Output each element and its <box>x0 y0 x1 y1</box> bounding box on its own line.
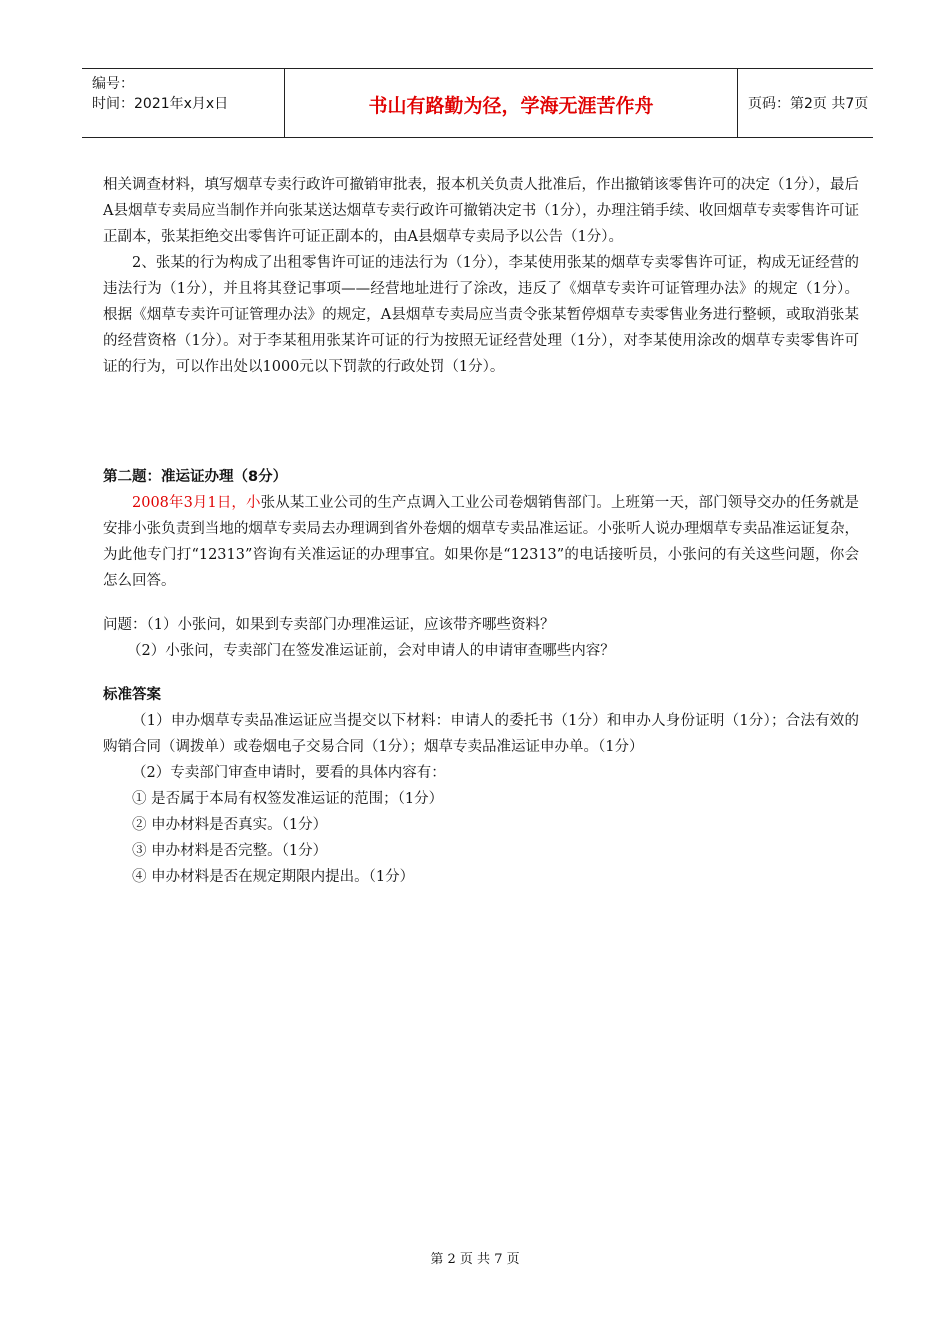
question2-date: 2008年3月1日，小 <box>132 495 261 511</box>
question2-body <box>103 490 859 594</box>
page-header <box>82 68 873 138</box>
paragraph-answer-2: 2、张某的行为构成了出租零售许可证的违法行为（1分），李某使用张某的烟草专卖零售许可证，构成无证经营的违法行为（1分），并且将其登记事项——经营地址进行了涂改，违反了《烟草专卖许可证管理办法》的规定（1分）。根据《烟草专卖许可证管理办法》的规定，A县烟草专卖局应当责令张某暂停烟草专卖零售业务进行整顿，或取消张某的经营资格（1分）。对于李某租用张某许可证的行为按照无证经营处理（1分），对李某使用涂改的烟草专卖零售许可证的行为，可以作出处以1000元以下罚款的行政处罚（1分）。 <box>103 255 859 375</box>
page-footer: 第 2 页 共 7 页 <box>430 1252 520 1267</box>
answer-title: 标准答案 <box>103 687 161 703</box>
answer-item-2: ② 申办材料是否真实。（1分） <box>132 817 328 833</box>
question2-q1: 问题：（1）小张问，如果到专卖部门办理准运证，应该带齐哪些资料？ <box>103 617 555 633</box>
paragraph-continued: 相关调查材料，填写烟草专卖行政许可撤销审批表，报本机关负责人批准后，作出撤销该零售许可的决定（1分），最后A县烟草专卖局应当制作并向张某送达烟草专卖行政许可撤销决定书（1分），办理注销手续、收回烟草专卖零售许可证正副本，张某拒绝交出零售许可证正副本的，由A县烟草专卖局予以公告（1分）。 <box>103 177 859 245</box>
header-motto-cell <box>285 69 738 137</box>
answer-item-1: ① 是否属于本局有权签发准运证的范围；（1分） <box>132 791 444 807</box>
page-info: 页码：第2页 共7页 <box>748 96 869 112</box>
serial-label: 编号： <box>92 76 134 92</box>
answer-item-3: ③ 申办材料是否完整。（1分） <box>132 843 328 859</box>
question2-q2: （2）小张问，专卖部门在签发准运证前，会对申请人的申请审查哪些内容？ <box>127 643 615 659</box>
answer-item-4: ④ 申办材料是否在规定期限内提出。（1分） <box>132 869 415 885</box>
document-body <box>103 172 859 890</box>
answer-2: （2）专卖部门审查申请时，要看的具体内容有： <box>132 765 446 781</box>
motto: 书山有路勤为径，学海无涯苦作舟 <box>368 95 654 117</box>
question2-text: 张从某工业公司的生产点调入工业公司卷烟销售部门。上班第一天，部门领导交办的任务就是安排小张负责到当地的烟草专卖局去办理调到省外卷烟的烟草专卖品准运证。小张听人说办理烟草专卖品准运证复杂，为此他专门打“12313”咨询有关准运证的办理事宜。如果你是“12313”的电话接听员，小张问的有关这些问题，你会怎么回答。 <box>103 495 860 589</box>
answer-1: （1）申办烟草专卖品准运证应当提交以下材料：申请人的委托书（1分）和申办人身份证明（1分）；合法有效的购销合同（调拨单）或卷烟电子交易合同（1分）；烟草专卖品准运证申办单。（1分） <box>103 713 859 755</box>
time-label: 时间：2021年x月x日 <box>92 96 229 112</box>
header-meta-cell <box>82 69 285 137</box>
question2-title: 第二题：准运证办理（8分） <box>103 469 288 485</box>
header-page-cell <box>738 69 873 137</box>
